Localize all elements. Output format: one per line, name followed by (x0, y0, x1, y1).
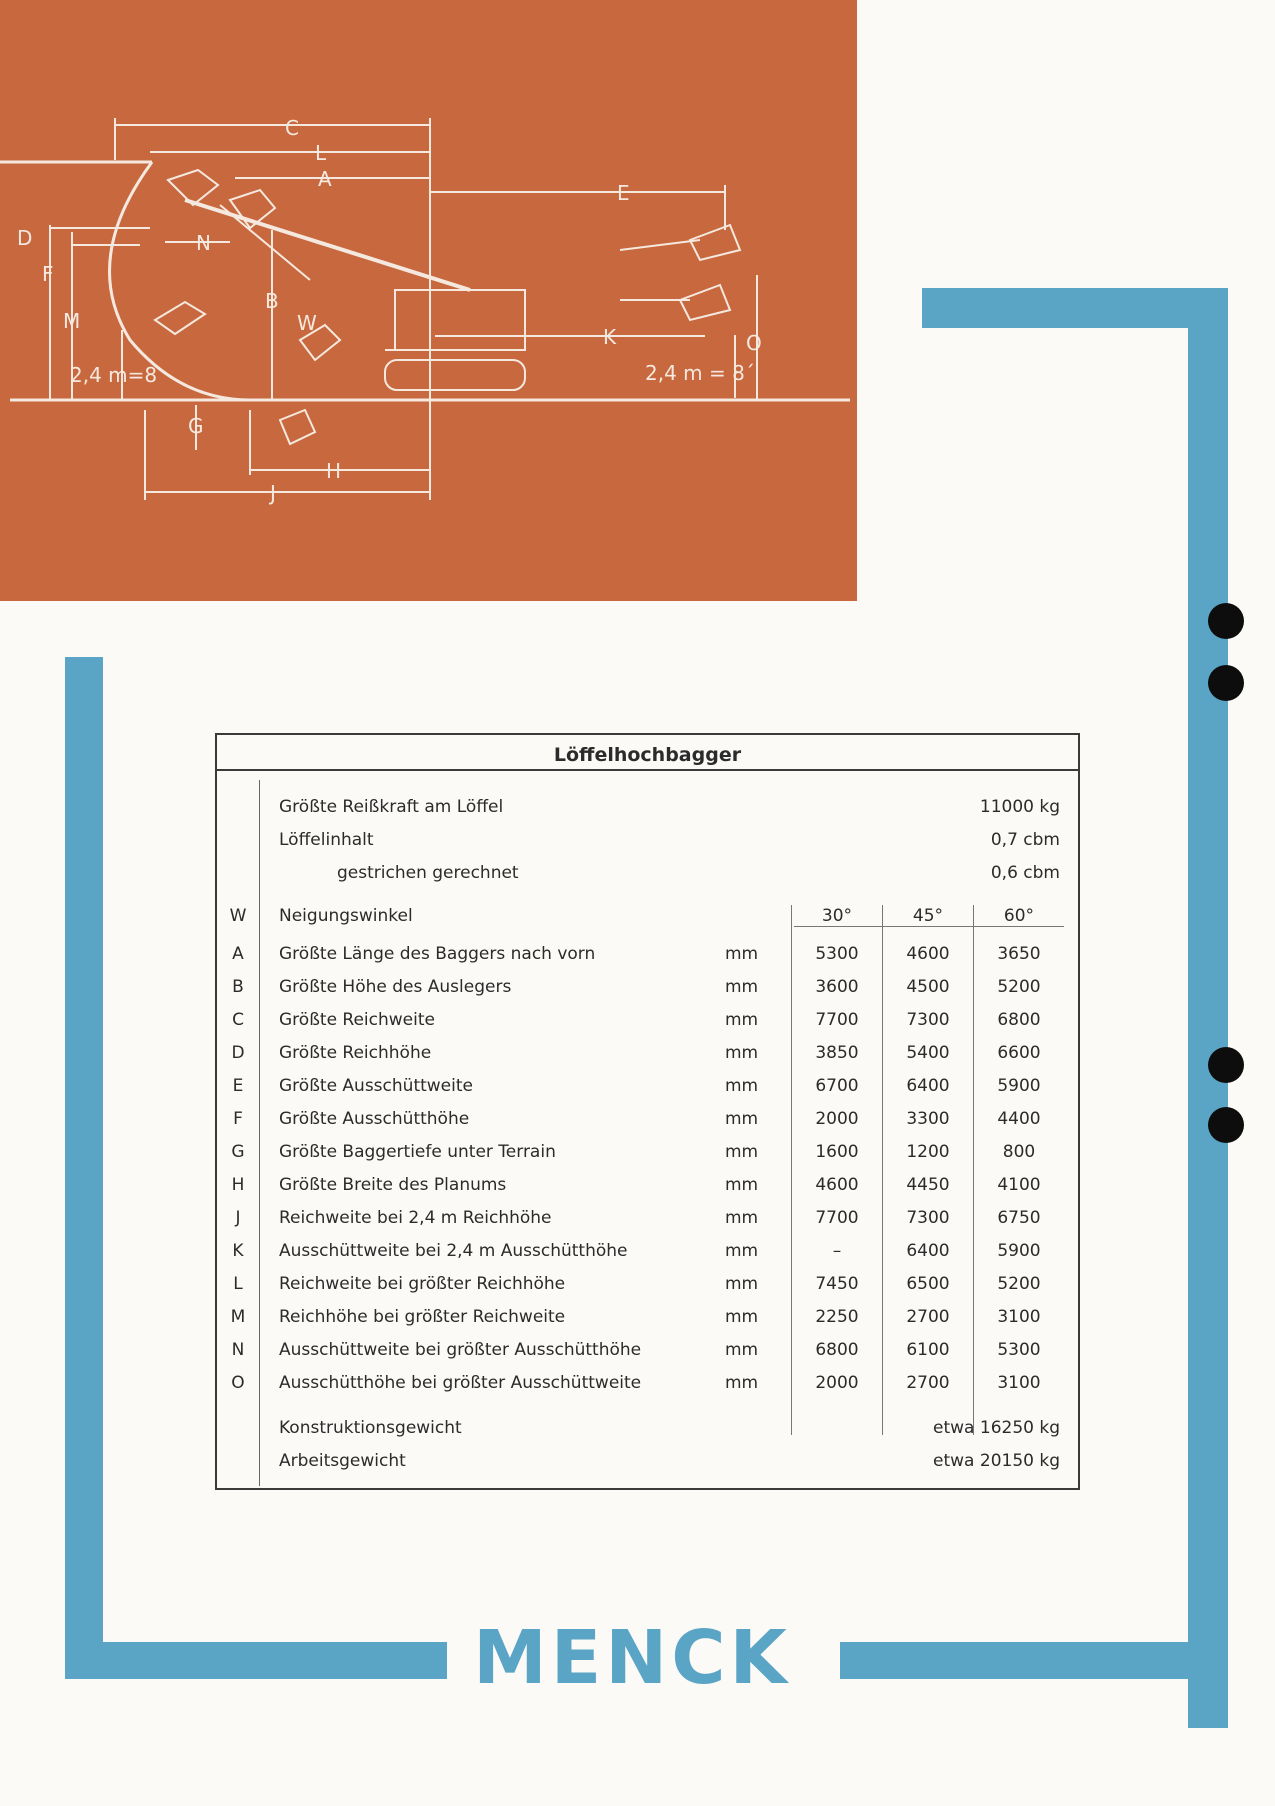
dim-label-b: B (265, 289, 279, 313)
row-letter: B (232, 977, 244, 997)
weight-value: etwa 16250 kg (933, 1418, 1060, 1438)
intro-row (217, 825, 1078, 855)
weight-row (217, 1413, 1078, 1443)
row-letter: H (231, 1175, 245, 1195)
row-label: Größte Reichweite (279, 1010, 435, 1030)
row-unit: mm (725, 1208, 759, 1228)
table-row (217, 1104, 1078, 1134)
intro-row (217, 792, 1078, 822)
table-row (217, 972, 1078, 1002)
row-value-30: 7450 (815, 1274, 859, 1294)
table-row (217, 939, 1078, 969)
binder-hole (1208, 1107, 1244, 1143)
dim-label-c: C (285, 116, 299, 140)
row-value-30: 3850 (815, 1043, 859, 1063)
row-letter: D (231, 1043, 245, 1063)
intro-value: 0,7 cbm (990, 830, 1060, 850)
row-label: Reichhöhe bei größter Reichweite (279, 1307, 566, 1327)
row-value-60: 6750 (997, 1208, 1041, 1228)
angle-underline (794, 926, 1064, 927)
row-value-45: 2700 (906, 1307, 950, 1327)
row-unit: mm (725, 1076, 759, 1096)
excavator-diagram (0, 0, 857, 601)
row-value-30: 1600 (815, 1142, 859, 1162)
intro-label: Größte Reißkraft am Löffel (279, 797, 504, 817)
row-letter: G (231, 1142, 245, 1162)
bottom-frame-left (65, 1642, 447, 1679)
table-row (217, 1236, 1078, 1266)
right-frame-top (922, 288, 1228, 328)
row-value-30: 3600 (815, 977, 859, 997)
row-unit: mm (725, 1307, 759, 1327)
row-value-30: 7700 (815, 1010, 859, 1030)
row-value-45: 6100 (906, 1340, 950, 1360)
right-height-label: 2,4 m = 8´ (645, 361, 755, 385)
row-label: Größte Länge des Baggers nach vorn (279, 944, 596, 964)
row-value-45: 3300 (906, 1109, 950, 1129)
intro-row (217, 858, 1078, 888)
dim-label-l: L (315, 141, 327, 165)
row-value-45: 6400 (906, 1241, 950, 1261)
row-value-30: 2250 (815, 1307, 859, 1327)
table-row (217, 1038, 1078, 1068)
angle-label: Neigungswinkel (279, 906, 413, 926)
left-frame-side (65, 657, 103, 1679)
row-label: Größte Breite des Planums (279, 1175, 507, 1195)
angle-value: 45° (912, 906, 944, 926)
dim-label-d: D (17, 226, 33, 250)
right-frame-side (1188, 288, 1228, 1728)
row-label: Größte Ausschüttweite (279, 1076, 473, 1096)
table-row (217, 1302, 1078, 1332)
left-height-label: 2,4 m=8 (70, 363, 158, 387)
dim-label-g: G (188, 414, 204, 438)
dim-label-a: A (318, 167, 332, 191)
row-value-45: 7300 (906, 1010, 950, 1030)
row-value-60: 5300 (997, 1340, 1041, 1360)
binder-hole (1208, 1047, 1244, 1083)
row-letter: L (233, 1274, 243, 1294)
binder-hole (1208, 603, 1244, 639)
row-letter: F (233, 1109, 243, 1129)
intro-label: Löffelinhalt (279, 830, 374, 850)
row-unit: mm (725, 1175, 759, 1195)
row-value-30: 2000 (815, 1109, 859, 1129)
row-unit: mm (725, 1373, 759, 1393)
row-letter: E (232, 1076, 244, 1096)
dim-label-e: E (617, 181, 630, 205)
brand-logo: MENCK (473, 1615, 791, 1701)
angle-value: 60° (1003, 906, 1035, 926)
row-value-60: 3650 (997, 944, 1041, 964)
row-unit: mm (725, 1043, 759, 1063)
row-letter: K (232, 1241, 244, 1261)
dim-label-j: J (270, 481, 276, 505)
intro-value: 0,6 cbm (990, 863, 1060, 883)
row-value-30: 2000 (815, 1373, 859, 1393)
row-value-60: 5200 (997, 1274, 1041, 1294)
row-value-60: 4100 (997, 1175, 1041, 1195)
row-value-45: 1200 (906, 1142, 950, 1162)
row-unit: mm (725, 1340, 759, 1360)
row-value-30: 6800 (815, 1340, 859, 1360)
table-row (217, 1368, 1078, 1398)
row-value-45: 4500 (906, 977, 950, 997)
row-value-60: 5900 (997, 1241, 1041, 1261)
row-label: Größte Höhe des Auslegers (279, 977, 512, 997)
row-value-45: 4450 (906, 1175, 950, 1195)
row-value-60: 800 (1002, 1142, 1036, 1162)
row-value-60: 4400 (997, 1109, 1041, 1129)
table-row (217, 1269, 1078, 1299)
weight-row (217, 1446, 1078, 1476)
weight-label: Arbeitsgewicht (279, 1451, 406, 1471)
row-value-60: 3100 (997, 1373, 1041, 1393)
spec-table (215, 733, 1080, 1490)
row-label: Ausschütthöhe bei größter Ausschüttweite (279, 1373, 642, 1393)
row-letter: M (230, 1307, 246, 1327)
row-value-60: 3100 (997, 1307, 1041, 1327)
row-value-45: 6400 (906, 1076, 950, 1096)
table-row (217, 1335, 1078, 1365)
row-letter: N (231, 1340, 245, 1360)
row-value-45: 2700 (906, 1373, 950, 1393)
row-label: Größte Reichhöhe (279, 1043, 432, 1063)
row-value-30: 7700 (815, 1208, 859, 1228)
row-value-30: 6700 (815, 1076, 859, 1096)
row-value-45: 5400 (906, 1043, 950, 1063)
intro-value: 11000 kg (979, 797, 1060, 817)
row-unit: mm (725, 1274, 759, 1294)
row-value-60: 5900 (997, 1076, 1041, 1096)
dim-label-m: M (63, 309, 81, 333)
table-row (217, 1170, 1078, 1200)
dim-label-k: K (603, 325, 617, 349)
angle-value: 30° (821, 906, 853, 926)
row-label: Reichweite bei 2,4 m Reichhöhe (279, 1208, 552, 1228)
table-row (217, 1137, 1078, 1167)
row-value-30: 5300 (815, 944, 859, 964)
row-unit: mm (725, 944, 759, 964)
table-row (217, 1071, 1078, 1101)
row-letter: W (229, 906, 247, 926)
dim-label-f: F (42, 262, 54, 286)
row-unit: mm (725, 977, 759, 997)
dim-label-h: H (326, 459, 342, 483)
row-value-30: – (832, 1241, 842, 1261)
binder-hole (1208, 665, 1244, 701)
row-label: Größte Ausschütthöhe (279, 1109, 470, 1129)
dim-label-n: N (196, 231, 211, 255)
weight-value: etwa 20150 kg (933, 1451, 1060, 1471)
dim-label-w: W (297, 311, 317, 335)
table-row (217, 1005, 1078, 1035)
table-title: Löffelhochbagger (217, 735, 1078, 771)
row-value-45: 4600 (906, 944, 950, 964)
weight-label: Konstruktionsgewicht (279, 1418, 462, 1438)
table-row (217, 1203, 1078, 1233)
row-unit: mm (725, 1109, 759, 1129)
bottom-frame-right (840, 1642, 1228, 1679)
row-value-45: 6500 (906, 1274, 950, 1294)
row-unit: mm (725, 1241, 759, 1261)
row-value-60: 6800 (997, 1010, 1041, 1030)
row-label: Größte Baggertiefe unter Terrain (279, 1142, 556, 1162)
row-value-45: 7300 (906, 1208, 950, 1228)
row-letter: J (235, 1208, 241, 1228)
row-value-30: 4600 (815, 1175, 859, 1195)
row-letter: C (232, 1010, 244, 1030)
row-label: Reichweite bei größter Reichhöhe (279, 1274, 566, 1294)
row-unit: mm (725, 1010, 759, 1030)
intro-label: gestrichen gerechnet (337, 863, 519, 883)
row-value-60: 6600 (997, 1043, 1041, 1063)
row-unit: mm (725, 1142, 759, 1162)
row-value-60: 5200 (997, 977, 1041, 997)
row-label: Ausschüttweite bei 2,4 m Ausschütthöhe (279, 1241, 628, 1261)
diagram-drawing (0, 0, 857, 601)
row-letter: O (231, 1373, 245, 1393)
row-label: Ausschüttweite bei größter Ausschütthöhe (279, 1340, 642, 1360)
dim-label-o: O (746, 331, 762, 355)
row-letter: A (232, 944, 244, 964)
